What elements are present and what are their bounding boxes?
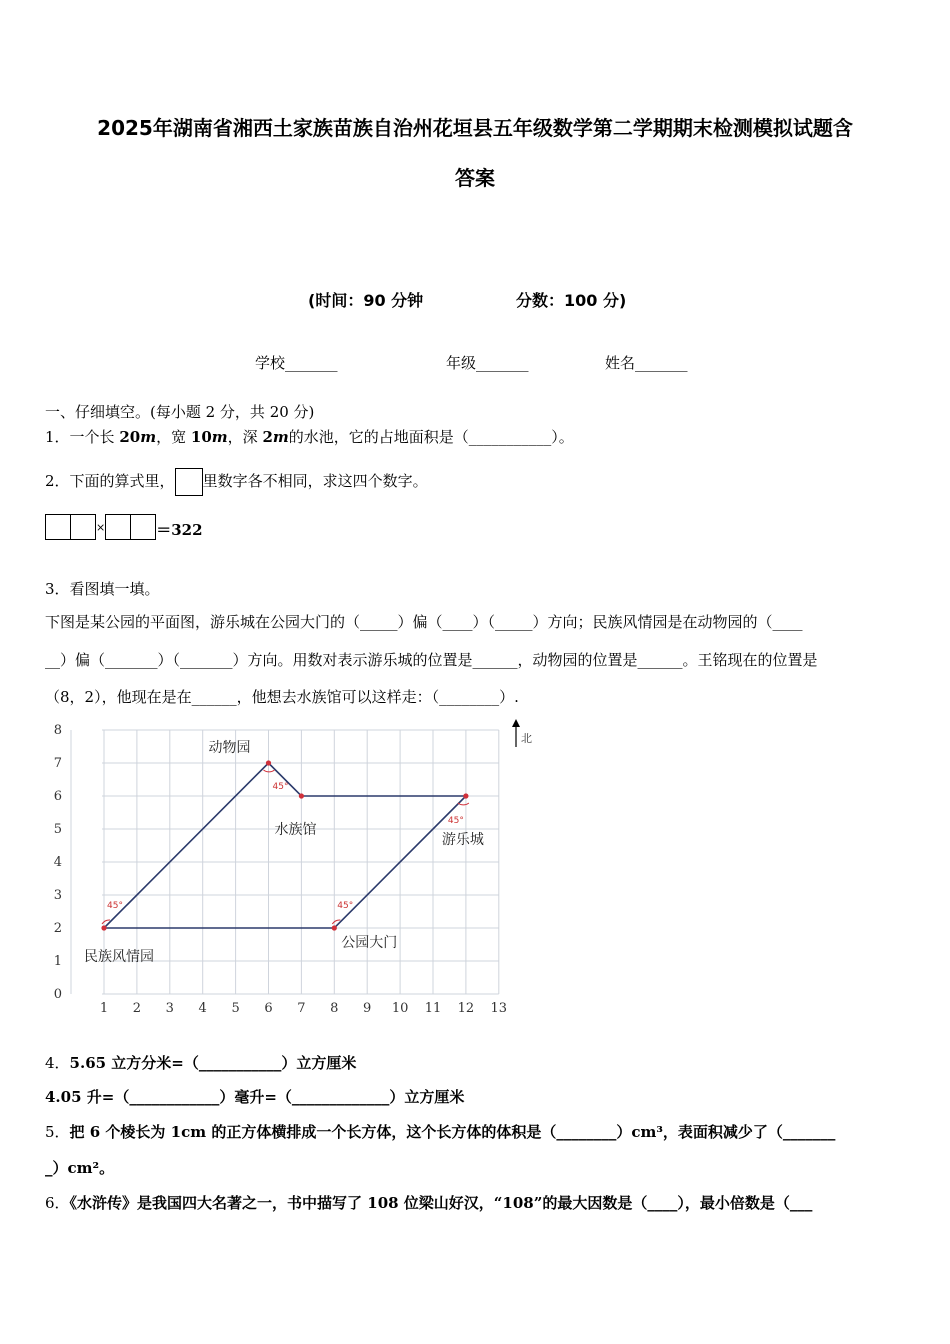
y-tick-label: 1 bbox=[53, 954, 62, 969]
place-label-ethnic: 民族风情园 bbox=[84, 949, 154, 965]
sample-box bbox=[175, 468, 203, 496]
point-ethnic bbox=[101, 925, 106, 930]
times-sign: × bbox=[96, 521, 106, 534]
question-6 bbox=[45, 1192, 812, 1213]
q2-number: 2． bbox=[45, 472, 70, 490]
q6-number: 6． bbox=[45, 1194, 70, 1212]
y-tick-label: 7 bbox=[53, 756, 62, 771]
x-tick-label: 1 bbox=[99, 1001, 109, 1016]
x-tick-label: 2 bbox=[132, 1001, 142, 1016]
q3-title: 看图填一填。 bbox=[69, 580, 160, 598]
map-ticks bbox=[54, 723, 507, 1016]
angle-label: 45° bbox=[337, 901, 354, 911]
angle-label: 45° bbox=[447, 816, 464, 826]
x-tick-label: 3 bbox=[165, 1001, 174, 1016]
q2-result: ＝322 bbox=[156, 521, 203, 539]
time-info: (时间：90 分钟 bbox=[308, 291, 424, 310]
q3-line-3: （8，2），他现在是在______，他想去水族馆可以这样走：（________）. bbox=[45, 688, 519, 706]
x-tick-label: 11 bbox=[424, 1001, 442, 1016]
q5-line-1: 把 6 个棱长为 1cm 的正方体横排成一个长方体，这个长方体的体积是（________）cm³，表面积减少了（_______ bbox=[69, 1123, 836, 1141]
question-1 bbox=[45, 426, 574, 447]
grade-field: 年级_______ bbox=[446, 354, 529, 372]
name-field: 姓名_______ bbox=[605, 354, 688, 372]
question-4 bbox=[45, 1052, 356, 1073]
q2-equation bbox=[45, 514, 203, 540]
digit-box[interactable] bbox=[45, 514, 71, 540]
q1-text-b: ，宽 bbox=[156, 428, 187, 446]
q4-line-2: 4.05 升=（____________）毫升=（_____________）立方厘米 bbox=[45, 1088, 465, 1106]
school-field: 学校_______ bbox=[255, 354, 338, 372]
section-heading: 一、仔细填空。(每小题 2 分，共 20 分) bbox=[45, 403, 315, 421]
q3-line-1: 下图是某公园的平面图，游乐城在公园大门的（_____）偏（____）（_____）方向；民族风情园是在动物园的（____ bbox=[45, 613, 803, 631]
q4-number: 4． bbox=[45, 1054, 70, 1072]
q2-text-b: 里数字各不相同，求这四个数字。 bbox=[202, 472, 428, 490]
page-title: 2025年湖南省湘西土家族苗族自治州花垣县五年级数学第二学期期末检测模拟试题含 bbox=[97, 116, 853, 140]
y-tick-label: 2 bbox=[53, 921, 62, 936]
x-tick-label: 10 bbox=[391, 1001, 409, 1016]
x-tick-label: 13 bbox=[490, 1001, 508, 1016]
north-arrowhead-icon bbox=[512, 719, 520, 727]
y-tick-label: 3 bbox=[53, 888, 62, 903]
question-5 bbox=[45, 1121, 835, 1142]
q5-line-2: _）cm²。 bbox=[45, 1159, 115, 1177]
q1-text-d: 的水池，它的占地面积是（___________）。 bbox=[288, 428, 574, 446]
page-title-line2: 答案 bbox=[455, 166, 495, 190]
x-tick-label: 9 bbox=[363, 1001, 372, 1016]
q2-text-a: 下面的算式里， bbox=[69, 472, 175, 490]
q3-number: 3． bbox=[45, 580, 70, 598]
x-tick-label: 5 bbox=[231, 1001, 240, 1016]
q1-text-a: 一个长 bbox=[69, 428, 115, 446]
score-info: 分数：100 分) bbox=[516, 291, 627, 310]
digit-box[interactable] bbox=[130, 514, 156, 540]
q1-unit-2: m bbox=[211, 428, 228, 446]
digit-box[interactable] bbox=[70, 514, 96, 540]
q1-unit-1: m bbox=[140, 428, 157, 446]
q1-text-c: ，深 bbox=[227, 428, 258, 446]
point-zoo bbox=[266, 760, 271, 765]
q1-depth: 2 bbox=[262, 428, 273, 446]
place-label-aquarium: 水族馆 bbox=[274, 822, 317, 838]
place-label-zoo: 动物园 bbox=[208, 740, 251, 756]
q1-length: 20 bbox=[119, 428, 141, 446]
x-tick-label: 4 bbox=[198, 1001, 207, 1016]
north-label: 北 bbox=[521, 732, 532, 745]
question-2 bbox=[45, 468, 428, 496]
q5-number: 5． bbox=[45, 1123, 70, 1141]
q6-line-1: 《水浒传》是我国四大名著之一，书中描写了 108 位梁山好汉，“108”的最大因数是（____），最小倍数是（___ bbox=[69, 1194, 813, 1212]
place-label-gate: 公园大门 bbox=[341, 935, 398, 951]
q3-line-2: __）偏（_______）（_______）方向。用数对表示游乐城的位置是______，动物园的位置是______。王铭现在的位置是 bbox=[45, 651, 818, 669]
map-labels bbox=[84, 739, 484, 965]
question-3-title bbox=[45, 578, 160, 599]
digit-box[interactable] bbox=[105, 514, 131, 540]
point-aquarium bbox=[299, 793, 304, 798]
y-tick-label: 0 bbox=[53, 987, 62, 1002]
angle-label: 45° bbox=[107, 901, 123, 911]
y-tick-label: 4 bbox=[53, 855, 62, 870]
q1-unit-3: m bbox=[272, 428, 289, 446]
q4-line-1: 5.65 立方分米=（___________）立方厘米 bbox=[69, 1054, 357, 1072]
q1-number: 1． bbox=[45, 428, 70, 446]
y-tick-label: 5 bbox=[53, 822, 62, 837]
x-tick-label: 12 bbox=[457, 1001, 475, 1016]
y-tick-label: 8 bbox=[53, 723, 62, 738]
park-map bbox=[40, 715, 550, 1025]
point-gate bbox=[332, 925, 337, 930]
angle-label: 45° bbox=[272, 782, 289, 792]
y-tick-label: 6 bbox=[53, 789, 62, 804]
point-amusement bbox=[463, 793, 468, 798]
place-label-amusement: 游乐城 bbox=[441, 832, 484, 848]
x-tick-label: 8 bbox=[330, 1001, 339, 1016]
north-indicator bbox=[512, 719, 532, 747]
q1-width: 10 bbox=[190, 428, 212, 446]
x-tick-label: 6 bbox=[264, 1001, 273, 1016]
x-tick-label: 7 bbox=[297, 1001, 306, 1016]
